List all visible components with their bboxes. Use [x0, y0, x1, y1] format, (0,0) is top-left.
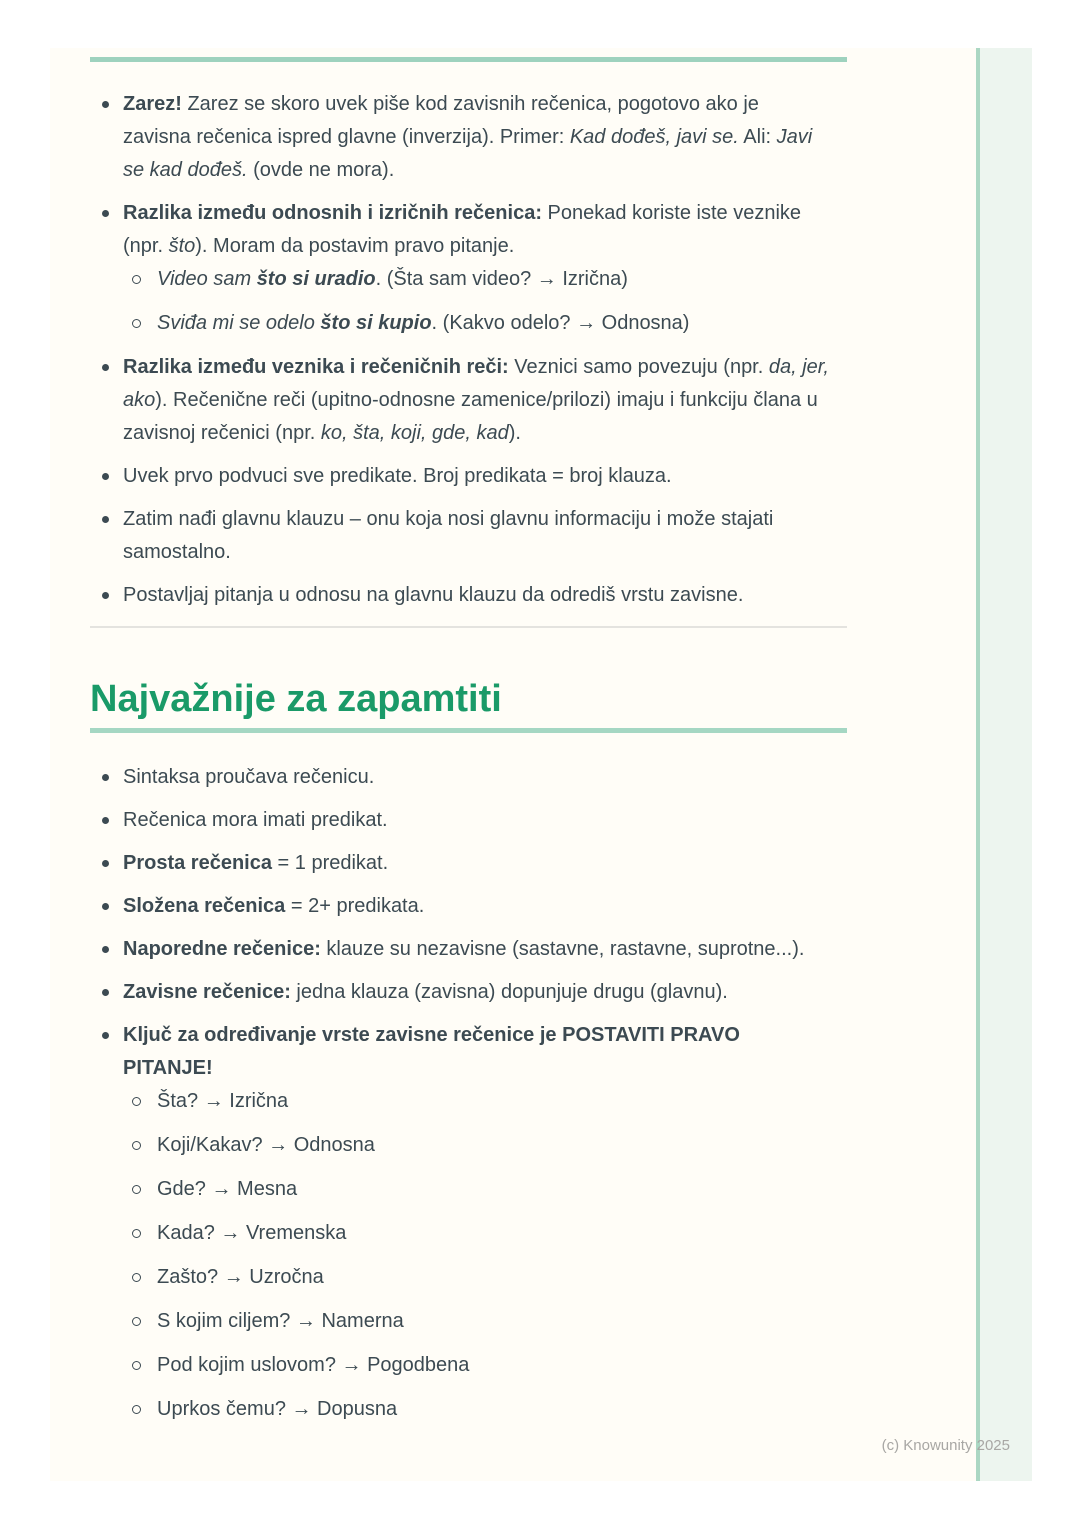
list-item: [90, 976, 847, 1009]
bullet-dot-icon: [102, 210, 109, 217]
sub-list-item: [123, 1217, 847, 1250]
decorative-side-stripe: [976, 48, 1032, 1481]
list-item: [90, 351, 847, 450]
bullet-circle-icon: [132, 1273, 141, 1282]
sub-list-item: [123, 307, 847, 340]
sub-list-item: [123, 1173, 847, 1206]
bullet-dot-icon: [102, 817, 109, 824]
list-item-text: Zarez! Zarez se skoro uvek piše kod zavisnih rečenica, pogotovo ako je zavisna rečenica ispred glavne (inverzija). Primer: Kad dođeš, javi se. Ali: Javi se kad dođeš. (ovde ne mora).: [123, 93, 813, 181]
list-item: [90, 933, 847, 966]
bullet-dot-icon: [102, 860, 109, 867]
heading-underline: [90, 728, 847, 733]
sub-list-item-text: Koji/Kakav? → Odnosna: [157, 1134, 375, 1156]
bullet-dot-icon: [102, 516, 109, 523]
sub-list-item: [123, 263, 847, 296]
list-item: [90, 804, 847, 837]
list-item-text: Rečenica mora imati predikat.: [123, 809, 388, 831]
sub-list: [123, 263, 847, 340]
sub-list-item-text: Video sam što si uradio. (Šta sam video? → Izrična): [157, 268, 628, 290]
sub-list: [123, 1085, 847, 1426]
bullet-circle-icon: [132, 1361, 141, 1370]
bullet-dot-icon: [102, 774, 109, 781]
bullet-dot-icon: [102, 592, 109, 599]
sub-list-item: [123, 1349, 847, 1382]
sub-list-item: [123, 1305, 847, 1338]
list-item: [90, 847, 847, 880]
list-item-text: Postavljaj pitanja u odnosu na glavnu klauzu da odrediš vrstu zavisne.: [123, 584, 744, 606]
content-area: [90, 48, 847, 1437]
list-item-text: Ključ za određivanje vrste zavisne rečenice je POSTAVITI PRAVO PITANJE!: [123, 1024, 740, 1079]
list-item-text: Zatim nađi glavnu klauzu – onu koja nosi glavnu informaciju i može stajati samostalno.: [123, 508, 774, 563]
list-item: [90, 890, 847, 923]
copyright-footer: (c) Knowunity 2025: [881, 1437, 1010, 1454]
bullet-dot-icon: [102, 989, 109, 996]
bullet-circle-icon: [132, 1405, 141, 1414]
bullet-dot-icon: [102, 946, 109, 953]
list-item: [90, 88, 847, 187]
list-item: [90, 1019, 847, 1426]
sub-list-item: [123, 1261, 847, 1294]
list-item-text: Zavisne rečenice: jedna klauza (zavisna) dopunjuje drugu (glavnu).: [123, 981, 728, 1003]
bullet-dot-icon: [102, 364, 109, 371]
bullet-circle-icon: [132, 319, 141, 328]
sub-list-item: [123, 1129, 847, 1162]
bullet-circle-icon: [132, 1141, 141, 1150]
list-item-text: Razlika između veznika i rečeničnih reči: Veznici samo povezuju (npr. da, jer, ako). Rečenične reči (upitno-odnosne zamenice/prilozi) imaju i funkciju člana u zavisnoj rečenici (npr. ko, šta, koji, gde, kad).: [123, 356, 829, 444]
top-rule: [90, 57, 847, 62]
list-item-text: Uvek prvo podvuci sve predikate. Broj predikata = broj klauza.: [123, 465, 672, 487]
sub-list-item-text: Uprkos čemu? → Dopusna: [157, 1398, 398, 1420]
list-item: [90, 761, 847, 794]
bullet-circle-icon: [132, 275, 141, 284]
bullet-dot-icon: [102, 1032, 109, 1039]
bullet-circle-icon: [132, 1097, 141, 1106]
sub-list-item: [123, 1085, 847, 1118]
sub-list-item: [123, 1393, 847, 1426]
list-item-text: Prosta rečenica = 1 predikat.: [123, 852, 389, 874]
bullet-dot-icon: [102, 101, 109, 108]
notes-list: [90, 88, 847, 612]
list-item-text: Složena rečenica = 2+ predikata.: [123, 895, 425, 917]
list-item: [90, 460, 847, 493]
list-item: [90, 579, 847, 612]
bullet-dot-icon: [102, 903, 109, 910]
sub-list-item-text: Sviđa mi se odelo što si kupio. (Kakvo odelo? → Odnosna): [157, 312, 690, 334]
list-item-text: Sintaksa proučava rečenicu.: [123, 766, 375, 788]
bullet-dot-icon: [102, 473, 109, 480]
summary-list: [90, 761, 847, 1426]
list-item-text: Razlika između odnosnih i izričnih rečenica: Ponekad koriste iste veznike (npr. što). Moram da postavim pravo pitanje.: [123, 202, 802, 257]
bullet-circle-icon: [132, 1229, 141, 1238]
section-divider: [90, 626, 847, 628]
sub-list-item-text: Zašto? → Uzročna: [157, 1266, 324, 1288]
section-heading: Najvažnije za zapamtiti: [90, 678, 502, 720]
sub-list-item-text: Kada? → Vremenska: [157, 1222, 347, 1244]
bullet-circle-icon: [132, 1185, 141, 1194]
list-item: [90, 197, 847, 340]
sub-list-item-text: Šta? → Izrična: [157, 1090, 289, 1112]
sub-list-item-text: S kojim ciljem? → Namerna: [157, 1310, 404, 1332]
list-item: [90, 503, 847, 569]
list-item-text: Naporedne rečenice: klauze su nezavisne (sastavne, rastavne, suprotne...).: [123, 938, 805, 960]
bullet-circle-icon: [132, 1317, 141, 1326]
sub-list-item-text: Gde? → Mesna: [157, 1178, 298, 1200]
sub-list-item-text: Pod kojim uslovom? → Pogodbena: [157, 1354, 470, 1376]
